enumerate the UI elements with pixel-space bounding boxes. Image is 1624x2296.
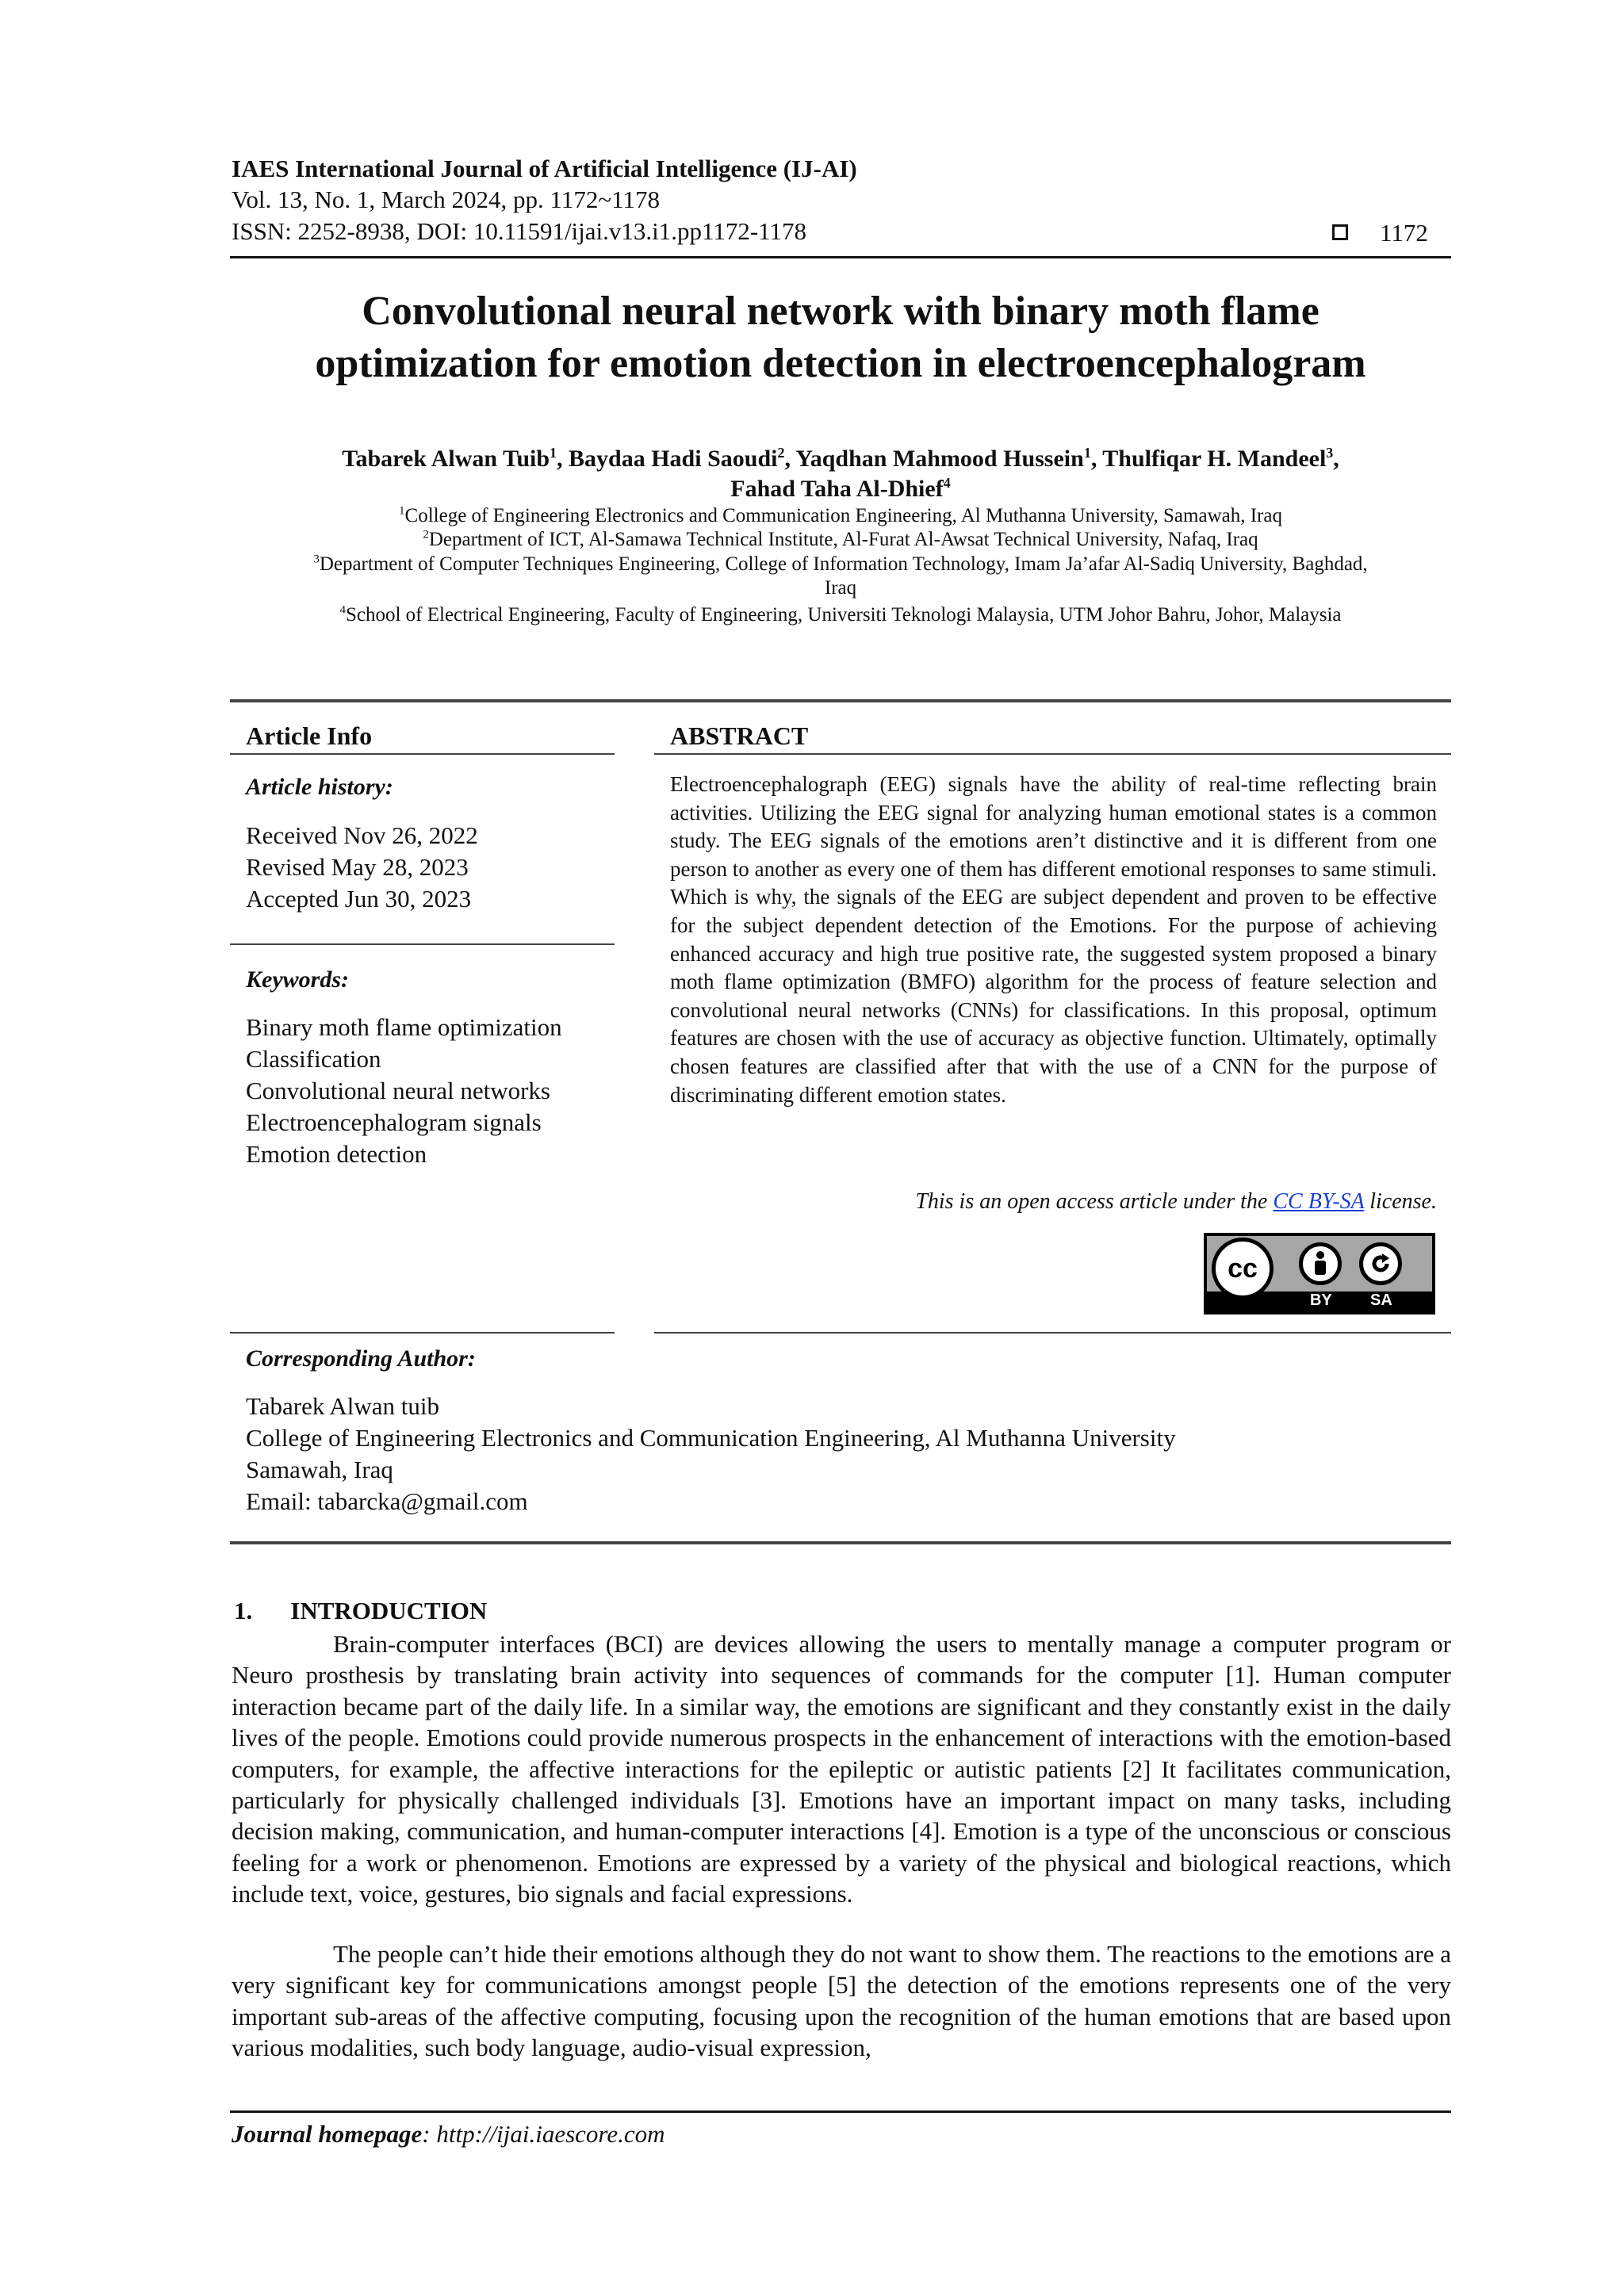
keyword-item: Classification (246, 1045, 381, 1073)
keyword-item: Binary moth flame optimization (246, 1013, 562, 1041)
keywords-heading: Keywords: (246, 966, 349, 993)
keyword-item: Convolutional neural networks (246, 1077, 550, 1104)
share-alike-icon (1359, 1242, 1402, 1285)
revised-date: Revised May 28, 2023 (246, 853, 469, 881)
corresponding-city: Samawah, Iraq (246, 1456, 393, 1483)
article-info-heading: Article Info (246, 721, 373, 750)
license-line: This is an open access article under the CC BY-SA license. (915, 1189, 1437, 1214)
header-rule (230, 256, 1451, 258)
intro-paragraph-1: Brain-computer interfaces (BCI) are devices allowing the users to mentally manage a computer program or Neuro prosthesis by translating brain activity into sequences of commands for the computer [1]. Human computer interaction became part of the daily life. In a similar way, the emotions are significant and they constantly exist in the daily lives of the people. Emotions could provide numerous prospects in the enhancement of interactions with the emotion-based computers, for example, the affective interactions for the epileptic or autistic patients [2] It facilitates communication, particularly for physically challenged individuals [3]. Emotions have an important impact on many tasks, including decision making, communication, and human-computer interactions [4]. Emotion is a type of the unconscious or conscious feeling for a work or phenomenon. Emotions are expressed by a variety of the physical and biological reactions, which include text, voice, gestures, bio signals and facial expressions. (232, 1630, 1451, 1908)
abstract-heading: ABSTRACT (670, 721, 809, 750)
journal-name: IAES International Journal of Artificial Intelligence (IJ-AI) (232, 155, 857, 182)
author-sup: 4 (943, 475, 951, 491)
author-name: Fahad Taha Al-Dhief (730, 476, 944, 502)
received-date: Received Nov 26, 2022 (246, 821, 478, 849)
info-top-rule (230, 699, 1451, 702)
keywords-rule (230, 943, 615, 945)
author-sup: 1 (1083, 445, 1091, 461)
keyword-item: Electroencephalogram signals (246, 1108, 542, 1136)
journal-volume: Vol. 13, No. 1, March 2024, pp. 1172~1178 (232, 186, 661, 213)
left-bottom-rule (230, 1332, 615, 1334)
by-label: BY (1310, 1292, 1332, 1309)
affiliation: $^3$Department of Computer Techniques Engineering, College of Information Technology, Imam Ja’afar Al-Sadiq University, Baghdad, (313, 553, 1368, 575)
author-sup: 3 (1326, 445, 1334, 461)
footer-rule (230, 2110, 1451, 2113)
corresponding-heading: Corresponding Author: (246, 1345, 476, 1372)
keyword-item: Emotion detection (246, 1140, 427, 1168)
accepted-date: Accepted Jun 30, 2023 (246, 885, 472, 913)
cc-by-sa-badge[interactable] (1204, 1233, 1435, 1314)
box-icon (1332, 224, 1348, 240)
section-heading (234, 1597, 487, 1625)
author-name: Yaqdhan Mahmood Hussein (795, 446, 1084, 472)
title-line: optimization for emotion detection in electroencephalogram (315, 341, 1366, 386)
corresponding-affiliation: College of Engineering Electronics and Communication Engineering, Al Muthanna University (246, 1424, 1176, 1452)
affiliation: Iraq (824, 577, 857, 599)
journal-issn: ISSN: 2252-8938, DOI: 10.11591/ijai.v13.i1.pp1172-1178 (232, 217, 807, 245)
homepage-label: Journal homepage (232, 2120, 423, 2148)
article-history-heading: Article history: (246, 774, 393, 800)
author-list: Tabarek Alwan Tuib$^1$, Baydaa Hadi Saoudi$^2$, Yaqdhan Mahmood Hussein$^1$, Thulfiqar H. Mandeel$^3$, Fahad Taha Al-Dhief$^4$ (342, 445, 1339, 502)
abstract-text: Electroencephalograph (EEG) signals have the ability of real-time reflecting brain activities. Utilizing the EEG signal for analyzing human emotional states is a common study. The EEG signals of the emotions aren’t distinctive and it is different from one person to another as every one of them has different emotional responses to same stimuli. Which is why, the signals of the EEG are subject dependent and proven to be effective for the subject dependent detection of the Emotions. For the purpose of achieving enhanced accuracy and high true positive rate, the suggested system proposed a binary moth flame optimization (BMFO) algorithm for the process of feature selection and convolutional neural networks (CNNs) for classifications. In this proposal, optimum features are chosen with the use of accuracy as objective function. Ultimately, optimally chosen features are classified after that with the use of a CNN for the purpose of discriminating different emotion states. (670, 772, 1437, 1107)
homepage-url[interactable]: : http://ijai.iaescore.com (422, 2120, 665, 2148)
journal-homepage (232, 2120, 665, 2149)
affiliation: $^1$College of Engineering Electronics and Communication Engineering, Al Muthanna University, Samawah, Iraq (399, 504, 1282, 526)
author-name: Thulfiqar H. Mandeel (1102, 446, 1327, 472)
author-sup: 1 (550, 445, 557, 461)
article-info-rule (230, 753, 615, 755)
corresponding-name: Tabarek Alwan tuib (246, 1392, 440, 1420)
by-person-icon (1299, 1242, 1342, 1285)
intro-paragraph-2: The people can’t hide their emotions although they do not want to show them. The reactions to the emotions are a very significant key for communications amongst people [5] the detection of the emotions represents one of the very important sub-areas of the affective computing, focusing upon the recognition of the human emotions that are based upon various modalities, such body language, audio-visual expression, (232, 1940, 1451, 2062)
page-number: 1172 (1380, 219, 1428, 247)
corresponding-email: Email: tabarcka@gmail.com (246, 1487, 528, 1515)
right-bottom-rule (654, 1332, 1451, 1334)
paper-title (230, 285, 1451, 390)
cc-icon: cc (1212, 1238, 1274, 1299)
section-number: 1. (234, 1597, 253, 1624)
affiliation: $^4$School of Electrical Engineering, Faculty of Engineering, Universiti Teknologi Malaysia, UTM Johor Bahru, Johor, Malaysia (339, 603, 1342, 626)
author-name: Tabarek Alwan Tuib (342, 446, 550, 472)
license-link[interactable]: CC BY-SA (1273, 1189, 1365, 1214)
author-name: Baydaa Hadi Saoudi (569, 446, 778, 472)
abstract-rule (654, 753, 1451, 755)
info-bottom-rule (230, 1541, 1451, 1544)
sa-label: SA (1370, 1292, 1392, 1309)
author-sup: 2 (777, 445, 785, 461)
affiliation: $^2$Department of ICT, Al-Samawa Technical Institute, Al-Furat Al-Awsat Technical University, Nafaq, Iraq (423, 528, 1258, 550)
section-title: INTRODUCTION (290, 1597, 488, 1624)
title-line: Convolutional neural network with binary moth flame (362, 289, 1320, 334)
